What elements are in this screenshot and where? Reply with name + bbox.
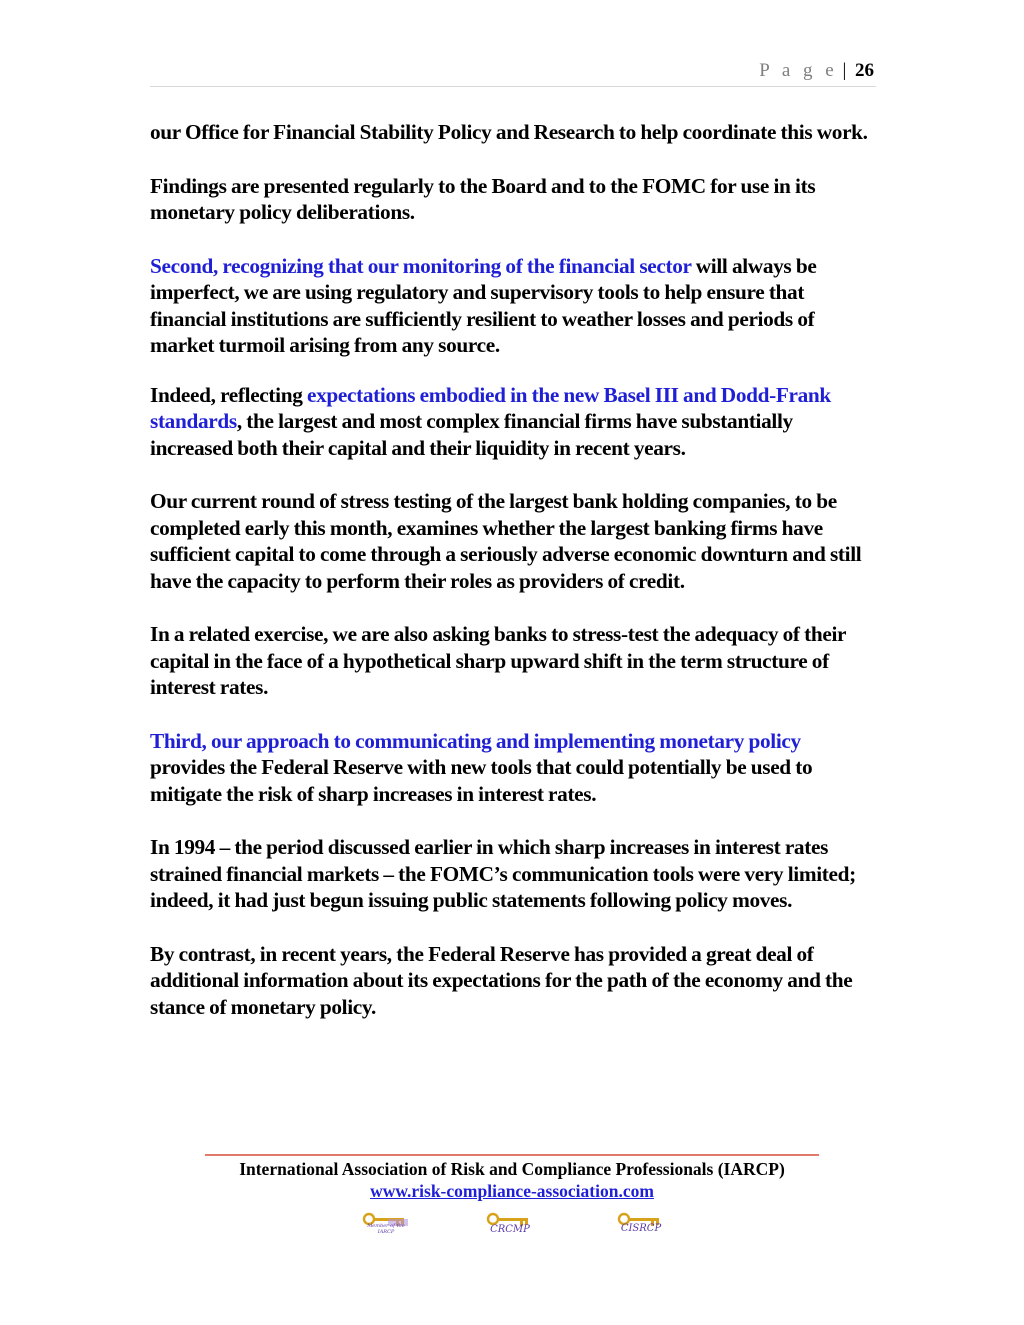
paragraph [150,253,878,359]
footer-organization: International Association of Risk and Compliance Professionals (IARCP) [239,1159,785,1179]
paragraph [150,941,878,1021]
text-segment: By contrast, in recent years, the Federal Reserve has provided a great deal of additional information about its expectations for the path of the economy and the stance of monetary policy. [150,941,853,1019]
paragraph [150,488,878,594]
page-number [759,60,874,82]
page-number-value: 26 [855,60,874,81]
text-segment: our Office for Financial Stability Policy and Research to help coordinate this work. [150,120,868,144]
badge-cisrcp [617,1212,665,1240]
badge-caption: CISRCP [620,1223,662,1234]
highlighted-text: Third, our approach to communicating and implementing monetary policy [150,728,801,753]
paragraph [150,834,878,914]
badge-member-of-the-iarcp [362,1212,410,1240]
highlighted-text: expectations embodied in the new Basel III and Dodd-Frank standards [150,382,831,433]
badge-crcmp [486,1212,534,1240]
text-segment: provides the Federal Reserve with new tools that could potentially be used to mitigate the risk of sharp increases in interest rates. [150,755,813,806]
text-segment: In a related exercise, we are also asking banks to stress-test the adequacy of their capital in the face of a hypothetical sharp upward shift in the term structure of interest rates. [150,622,846,699]
paragraph [150,728,878,808]
paragraph [150,173,878,226]
text-segment: In 1994 – the period discussed earlier in which sharp increases in interest rates strained financial markets – the FOMC’s communication tools were very limited; indeed, it had just begun issuing public statements following policy moves. [150,835,856,912]
paragraph [150,382,878,462]
badge-caption: Member of the IARCP [367,1223,405,1235]
highlighted-text: Second, recognizing that our monitoring of the financial sector [150,253,692,278]
paragraph [150,621,878,701]
page-header [150,58,876,87]
website-link[interactable]: www.risk-compliance-association.com [370,1181,654,1201]
text-segment: Findings are presented regularly to the Board and to the FOMC for use in its monetary policy deliberations. [150,173,816,224]
text-segment: Our current round of stress testing of the largest bank holding companies, to be completed early this month, examines whether the largest banking firms have sufficient capital to come through a seriously adverse economic downturn and still have the capacity to perform their roles as providers of credit. [150,489,862,593]
footer-website [150,1180,874,1202]
badge-caption: CRCMP [490,1224,530,1235]
text-segment: , the largest and most complex financial firms have substantially increased both their capital and their liquidity in recent years. [150,409,793,460]
text-segment: will always be imperfect, we are using regulatory and supervisory tools to help ensure that financial institutions are sufficiently resilient to weather losses and periods of market turmoil arising from any source. [150,253,817,357]
page-separator: | [842,60,847,81]
text-segment: Indeed, reflecting [150,382,307,407]
page-label: P a g e [759,60,838,81]
footer-divider [205,1154,819,1156]
body-text [150,119,878,1047]
paragraph [150,119,878,146]
